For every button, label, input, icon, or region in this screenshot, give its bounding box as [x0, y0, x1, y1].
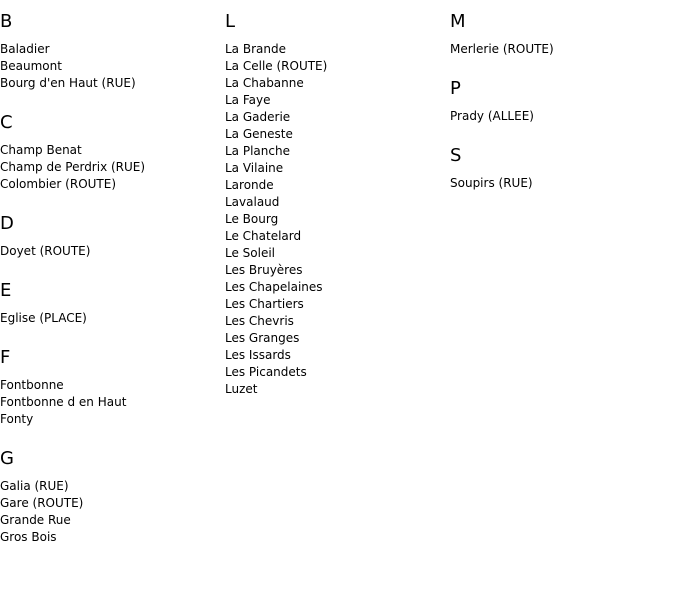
street-index-column: [0, 0, 225, 566]
street-link[interactable]: La Planche: [225, 144, 290, 158]
letter-section-s: [450, 145, 675, 192]
street-link[interactable]: Prady (ALLEE): [450, 109, 534, 123]
letter-section-p: [450, 78, 675, 125]
letter-section-l: [225, 11, 450, 398]
letter-section-m: [450, 11, 675, 58]
street-link[interactable]: Champ Benat: [0, 143, 82, 157]
street-link[interactable]: Gros Bois: [0, 530, 57, 544]
street-link[interactable]: Doyet (ROUTE): [0, 244, 91, 258]
street-link[interactable]: Les Chartiers: [225, 297, 304, 311]
street-link[interactable]: Eglise (PLACE): [0, 311, 87, 325]
street-link[interactable]: Champ de Perdrix (RUE): [0, 160, 146, 174]
letter-section-c: [0, 112, 225, 193]
street-link[interactable]: Fontbonne: [0, 378, 64, 392]
street-link[interactable]: Lavalaud: [225, 195, 280, 209]
letter-heading: E: [0, 280, 12, 301]
street-link[interactable]: Les Chevris: [225, 314, 294, 328]
street-link[interactable]: Le Chatelard: [225, 229, 302, 243]
street-link[interactable]: Luzet: [225, 382, 258, 396]
street-link[interactable]: Les Bruyères: [225, 263, 303, 277]
letter-heading: D: [0, 213, 14, 234]
street-link[interactable]: Baladier: [0, 42, 50, 56]
letter-heading: L: [225, 11, 236, 32]
street-link[interactable]: La Vilaine: [225, 161, 284, 175]
street-link[interactable]: Merlerie (ROUTE): [450, 42, 554, 56]
street-link[interactable]: Les Granges: [225, 331, 300, 345]
street-link[interactable]: La Gaderie: [225, 110, 291, 124]
letter-heading: F: [0, 347, 11, 368]
street-link[interactable]: Colombier (ROUTE): [0, 177, 117, 191]
street-link[interactable]: Beaumont: [0, 59, 62, 73]
street-link[interactable]: La Faye: [225, 93, 271, 107]
letter-section-f: [0, 347, 225, 428]
letter-heading: S: [450, 145, 462, 166]
street-link[interactable]: Les Chapelaines: [225, 280, 323, 294]
street-link[interactable]: Laronde: [225, 178, 274, 192]
street-link[interactable]: Gare (ROUTE): [0, 496, 84, 510]
street-link[interactable]: La Geneste: [225, 127, 293, 141]
street-link[interactable]: Les Issards: [225, 348, 291, 362]
letter-heading: C: [0, 112, 13, 133]
street-link[interactable]: Le Soleil: [225, 246, 276, 260]
letter-section-g: [0, 448, 225, 546]
street-link[interactable]: Fontbonne d en Haut: [0, 395, 127, 409]
letter-heading: B: [0, 11, 13, 32]
street-link[interactable]: Soupirs (RUE): [450, 176, 533, 190]
letter-heading: G: [0, 448, 14, 469]
letter-heading: M: [450, 11, 466, 32]
letter-section-d: [0, 213, 225, 260]
street-link[interactable]: Galia (RUE): [0, 479, 69, 493]
letter-section-e: [0, 280, 225, 327]
street-link[interactable]: Bourg d'en Haut (RUE): [0, 76, 136, 90]
street-link[interactable]: La Chabanne: [225, 76, 304, 90]
letter-heading: P: [450, 78, 461, 99]
letter-section-b: [0, 11, 225, 92]
street-link[interactable]: La Brande: [225, 42, 286, 56]
street-link[interactable]: Grande Rue: [0, 513, 71, 527]
street-index-column: [450, 0, 675, 212]
street-link[interactable]: Les Picandets: [225, 365, 307, 379]
street-index-column: [225, 0, 450, 418]
street-link[interactable]: La Celle (ROUTE): [225, 59, 328, 73]
street-link[interactable]: Fonty: [0, 412, 34, 426]
street-link[interactable]: Le Bourg: [225, 212, 279, 226]
